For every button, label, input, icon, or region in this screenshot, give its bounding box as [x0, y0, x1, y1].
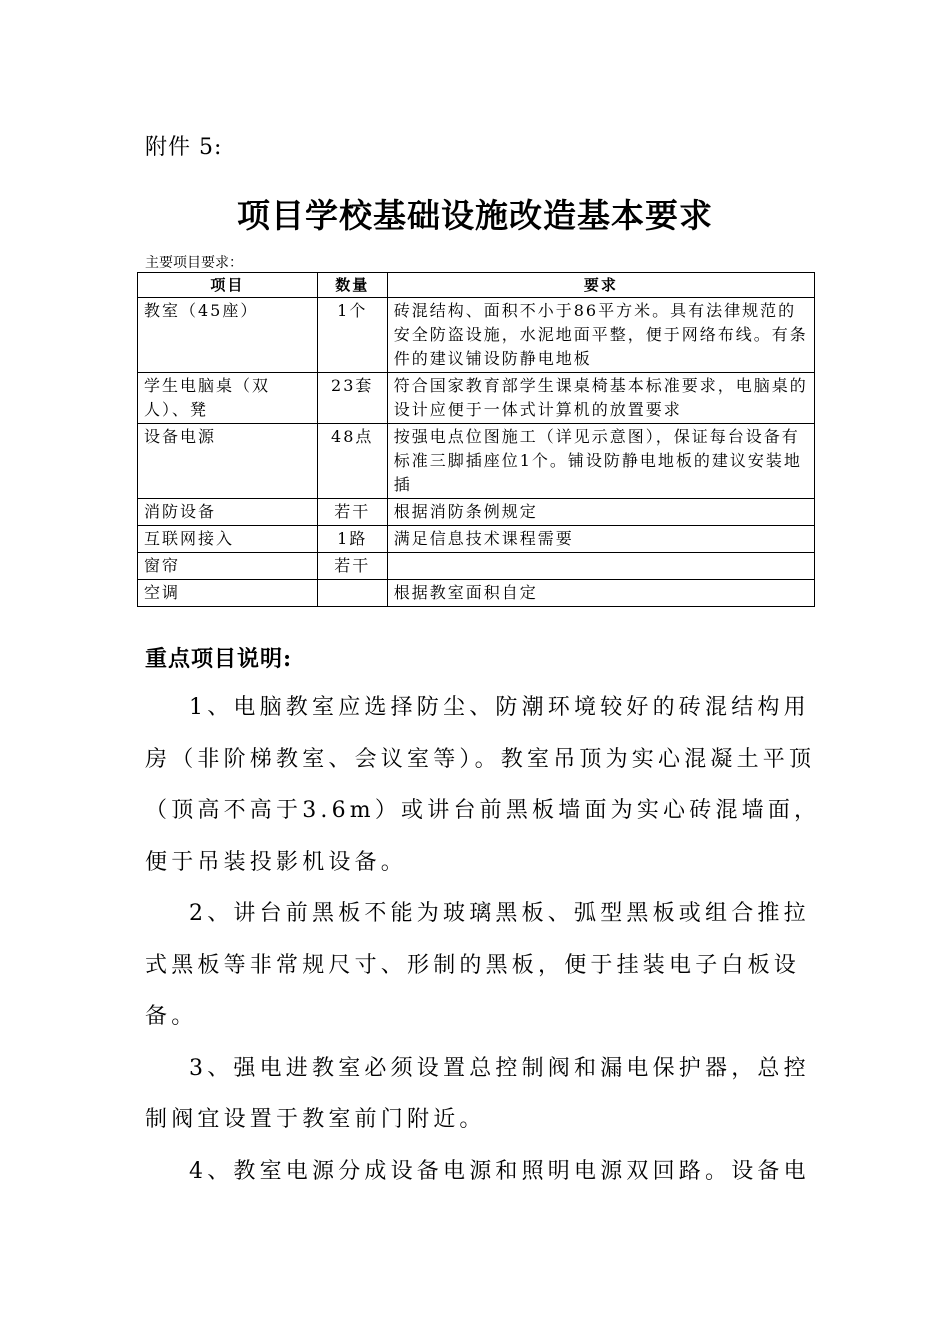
- cell-requirement: 根据消防条例规定: [387, 499, 814, 526]
- cell-item: 互联网接入: [138, 526, 318, 553]
- cell-qty: 48点: [317, 424, 387, 499]
- cell-item: 窗帘: [138, 553, 318, 580]
- table-header-row: [138, 273, 815, 298]
- cell-qty: 23套: [317, 373, 387, 424]
- cell-qty: 1个: [317, 298, 387, 373]
- paragraph: 4、教室电源分成设备电源和照明电源双回路。设备电: [189, 1158, 810, 1184]
- cell-qty: 若干: [317, 553, 387, 580]
- cell-item: 消防设备: [138, 499, 318, 526]
- paragraph: 2、讲台前黑板不能为玻璃黑板、弧型黑板或组合推拉式黑板等非常规尺寸、形制的黑板，便于挂装电子白板设备。: [145, 901, 810, 1029]
- attachment-label: 附件 5:: [145, 135, 223, 160]
- cell-qty: 若干: [317, 499, 387, 526]
- table-row: [138, 553, 815, 580]
- section-title: 重点项目说明:: [145, 646, 293, 672]
- header-item: 项目: [138, 273, 318, 298]
- cell-requirement: [387, 553, 814, 580]
- cell-requirement: 砖混结构、面积不小于86平方米。具有法律规范的安全防盗设施，水泥地面平整，便于网络布线。有条件的建议铺设防静电地板: [387, 298, 814, 373]
- paragraph: 1、电脑教室应选择防尘、防潮环境较好的砖混结构用房（非阶梯教室、会议室等）。教室吊顶为实心混凝土平顶（顶高不高于3.6m）或讲台前黑板墙面为实心砖混墙面，便于吊装投影机设备。: [145, 695, 821, 875]
- requirements-table: [137, 272, 815, 607]
- cell-item: 教室（45座）: [138, 298, 318, 373]
- table-row: [138, 580, 815, 607]
- table-row: [138, 298, 815, 373]
- cell-requirement: 按强电点位图施工（详见示意图），保证每台设备有标准三脚插座位1个。铺设防静电地板的建议安装地插: [387, 424, 814, 499]
- cell-qty: [317, 580, 387, 607]
- header-requirement: 要求: [387, 273, 814, 298]
- table-row: [138, 499, 815, 526]
- cell-qty: 1路: [317, 526, 387, 553]
- table-row: [138, 526, 815, 553]
- body-text: [145, 682, 821, 1197]
- cell-requirement: 根据教室面积自定: [387, 580, 814, 607]
- table-caption: 主要项目要求：: [145, 255, 243, 271]
- cell-requirement: 满足信息技术课程需要: [387, 526, 814, 553]
- cell-requirement: 符合国家教育部学生课桌椅基本标准要求，电脑桌的设计应便于一体式计算机的放置要求: [387, 373, 814, 424]
- cell-item: 空调: [138, 580, 318, 607]
- page-title: 项目学校基础设施改造基本要求: [237, 196, 713, 235]
- table-row: [138, 424, 815, 499]
- table-row: [138, 373, 815, 424]
- header-qty: 数量: [317, 273, 387, 298]
- paragraph: 3、强电进教室必须设置总控制阀和漏电保护器，总控制阀宜设置于教室前门附近。: [145, 1055, 810, 1132]
- cell-item: 学生电脑桌（双人）、凳: [138, 373, 318, 424]
- cell-item: 设备电源: [138, 424, 318, 499]
